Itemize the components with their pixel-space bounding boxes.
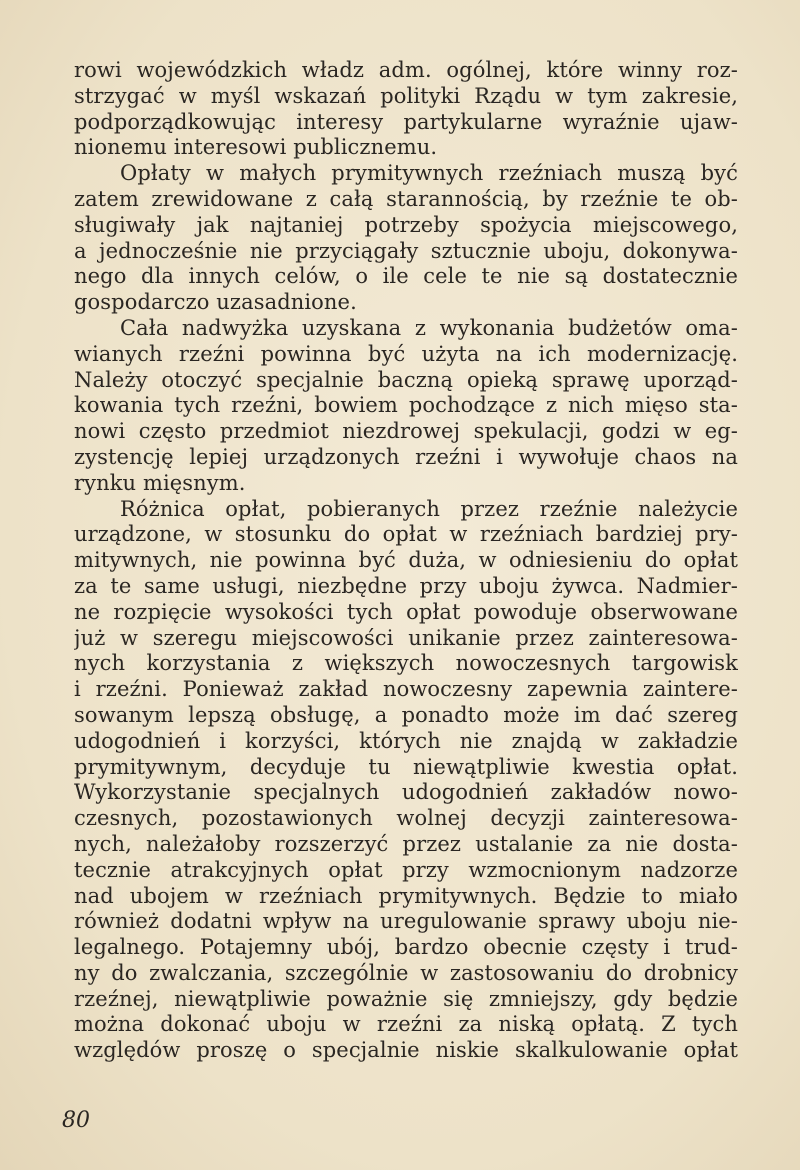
text-line: Wykorzystanie specjalnych udogodnień zakładów nowo- xyxy=(74,780,738,805)
body-text xyxy=(74,58,738,1064)
text-line: Cała nadwyżka uzyskana z wykonania budżetów oma- xyxy=(120,315,738,340)
text-line: prymitywnym, decyduje tu niewątpliwie kwestia opłat. xyxy=(74,754,738,779)
text-line: rynku mięsnym. xyxy=(74,470,246,495)
text-line: gospodarczo uzasadnione. xyxy=(74,290,357,315)
text-line: również dodatni wpływ na uregulowanie sprawy uboju nie- xyxy=(74,909,738,934)
text-line: Opłaty w małych prymitywnych rzeźniach muszą być xyxy=(120,161,738,186)
text-line: nego dla innych celów, o ile cele te nie są dostatecznie xyxy=(74,264,738,289)
text-line: zystencję lepiej urządzonych rzeźni i wywołuje chaos na xyxy=(74,444,738,469)
text-line: rowi wojewódzkich władz adm. ogólnej, które winny roz- xyxy=(74,58,738,82)
text-line: nionemu interesowi publicznemu. xyxy=(74,135,438,160)
text-line: legalnego. Potajemny ubój, bardzo obecnie częsty i trud- xyxy=(74,935,738,960)
text-line: mitywnych, nie powinna być duża, w odniesieniu do opłat xyxy=(74,548,738,573)
text-line: nych korzystania z większych nowoczesnych targowisk xyxy=(74,651,738,676)
page-number: 80 xyxy=(62,1108,90,1133)
text-line: czesnych, pozostawionych wolnej decyzji zainteresowa- xyxy=(74,806,738,831)
text-line: zatem zrewidowane z całą starannością, by rzeźnie te ob- xyxy=(74,186,738,211)
text-line: można dokonać uboju w rzeźni za niską opłatą. Z tych xyxy=(74,1012,738,1037)
text-line: już w szeregu miejscowości unikanie przez zainteresowa- xyxy=(74,625,738,650)
text-line: sługiwały jak najtaniej potrzeby spożycia miejscowego, xyxy=(74,212,738,237)
text-line: podporządkowując interesy partykularne wyraźnie ujaw- xyxy=(74,109,738,134)
text-line: ny do zwalczania, szczególnie w zastosowaniu do drobnicy xyxy=(74,960,738,985)
text-line: Różnica opłat, pobieranych przez rzeźnie należycie xyxy=(120,496,738,521)
text-line: ne rozpięcie wysokości tych opłat powoduje obserwowane xyxy=(74,599,738,624)
text-line: nad ubojem w rzeźniach prymitywnych. Będzie to miało xyxy=(74,883,738,908)
text-line: udogodnień i korzyści, których nie znajdą w zakładzie xyxy=(74,728,738,753)
text-line: strzygać w myśl wskazań polityki Rządu w tym zakresie, xyxy=(74,83,738,108)
text-line: za te same usługi, niezbędne przy uboju żywca. Nadmier- xyxy=(74,573,738,598)
text-line: wianych rzeźni powinna być użyta na ich modernizację. xyxy=(74,341,738,366)
text-line: względów proszę o specjalnie niskie skalkulowanie opłat xyxy=(74,1038,738,1063)
text-line: rzeźnej, niewątpliwie poważnie się zmniejszy, gdy będzie xyxy=(74,986,738,1011)
text-line: Należy otoczyć specjalnie baczną opieką sprawę uporząd- xyxy=(74,367,738,392)
text-line: tecznie atrakcyjnych opłat przy wzmocnionym nadzorze xyxy=(74,857,738,882)
text-line: kowania tych rzeźni, bowiem pochodzące z nich mięso sta- xyxy=(74,393,738,418)
text-line: i rzeźni. Ponieważ zakład nowoczesny zapewnia zaintere- xyxy=(74,677,738,702)
text-line: sowanym lepszą obsługę, a ponadto może im dać szereg xyxy=(74,702,738,727)
text-line: nowi często przedmiot niezdrowej spekulacji, godzi w eg- xyxy=(74,419,738,444)
text-line: nych, należałoby rozszerzyć przez ustalanie za nie dosta- xyxy=(74,831,738,856)
text-line: a jednocześnie nie przyciągały sztucznie uboju, dokonywa- xyxy=(74,238,738,263)
text-line: urządzone, w stosunku do opłat w rzeźniach bardziej pry- xyxy=(74,522,738,547)
